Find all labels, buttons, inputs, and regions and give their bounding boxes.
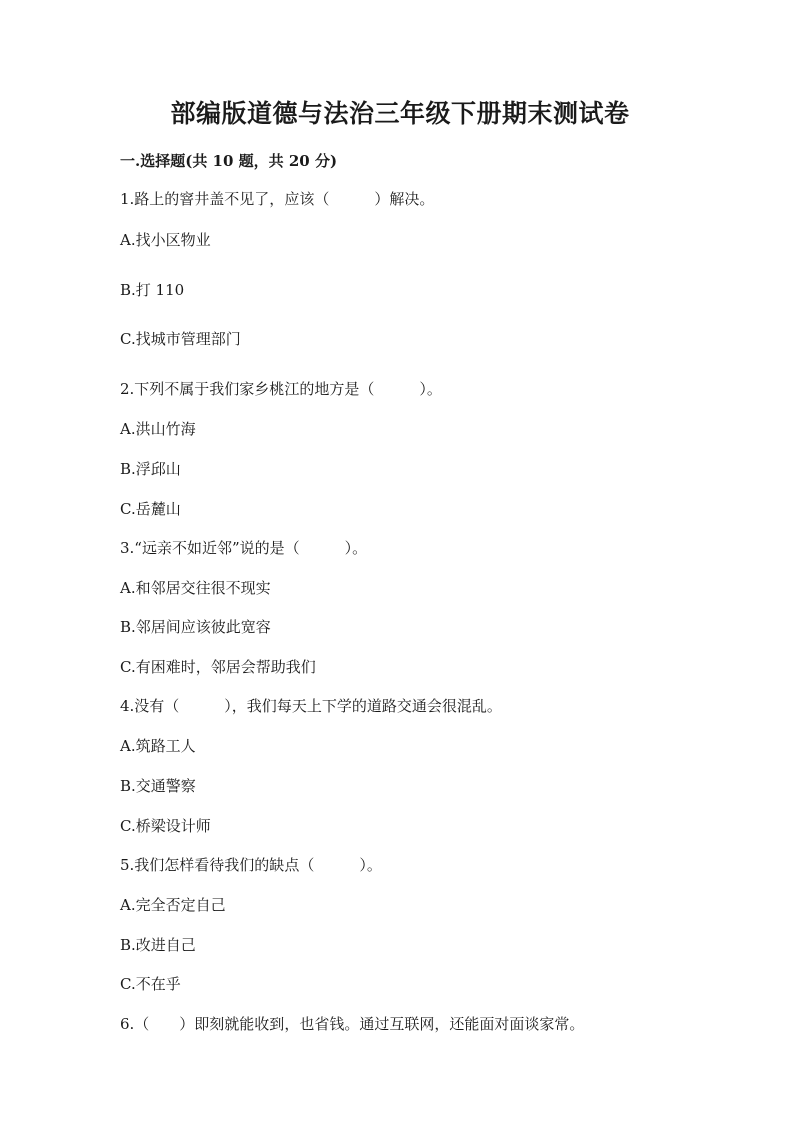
answer-option: C.不在乎 — [120, 975, 181, 993]
answer-option: B.邻居间应该彼此宽容 — [120, 618, 271, 636]
answer-option: B.浮邱山 — [120, 460, 181, 478]
page-title: 部编版道德与法治三年级下册期末测试卷 — [170, 99, 630, 128]
answer-option: A.找小区物业 — [120, 231, 211, 249]
question-stem: 1.路上的窨井盖不见了，应该（ ）解决。 — [120, 190, 435, 208]
question-stem: 2.下列不属于我们家乡桃江的地方是（ ）。 — [120, 380, 442, 398]
answer-option: B.改进自己 — [120, 936, 196, 954]
section-heading: 一.选择题(共 10 题，共 20 分) — [120, 152, 338, 170]
answer-option: B.交通警察 — [120, 777, 196, 795]
answer-option: C.桥梁设计师 — [120, 817, 211, 835]
answer-option: A.和邻居交往很不现实 — [120, 579, 271, 597]
answer-option: C.有困难时，邻居会帮助我们 — [120, 658, 316, 676]
question-stem: 3.“远亲不如近邻”说的是（ ）。 — [120, 539, 368, 557]
answer-option: C.岳麓山 — [120, 500, 181, 518]
answer-option: A.洪山竹海 — [120, 420, 196, 438]
answer-option: C.找城市管理部门 — [120, 330, 241, 348]
answer-option: B.打 110 — [120, 281, 185, 299]
question-stem: 5.我们怎样看待我们的缺点（ ）。 — [120, 856, 382, 874]
question-stem: 4.没有（ ），我们每天上下学的道路交通会很混乱。 — [120, 697, 502, 715]
question-stem: 6.（ ）即刻就能收到，也省钱。通过互联网，还能面对面谈家常。 — [120, 1015, 585, 1033]
answer-option: A.完全否定自己 — [120, 896, 226, 914]
answer-option: A.筑路工人 — [120, 737, 196, 755]
